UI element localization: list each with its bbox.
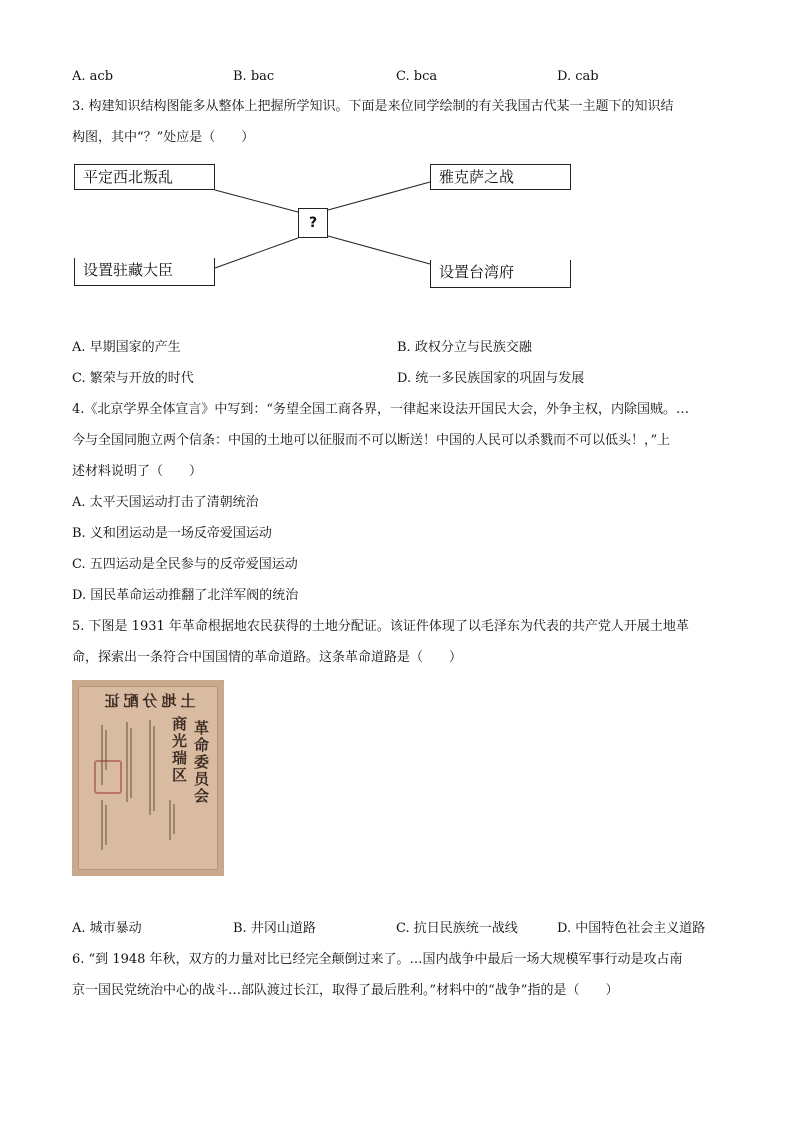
q2-option-a: A. acb	[72, 69, 114, 84]
q3-option-c: C. 繁荣与开放的时代	[72, 371, 194, 386]
q4-stem-line1: 4.《北京学界全体宣言》中写到：“务望全国工商各界，一律起来设法开国民大会，外争主权，内除国贼。…	[72, 402, 690, 417]
q2-option-d: D. cab	[557, 69, 599, 84]
diagram-box-bottom-right: 设置台湾府	[430, 260, 571, 288]
q4-option-d: D. 国民革命运动推翻了北洋军阀的统治	[72, 588, 299, 603]
certificate-column-committee: 革命委员会	[192, 720, 210, 805]
q5-option-a: A. 城市暴动	[72, 921, 142, 936]
q2-option-b: B. bac	[233, 69, 275, 84]
certificate-handwriting	[72, 680, 224, 876]
q4-stem-line2: 今与全国同胞立两个信条：中国的土地可以征服而不可以断送！中国的人民可以杀戮而不可以低头！，”上	[72, 433, 671, 448]
certificate-column-district: 商光瑞区	[170, 716, 188, 784]
certificate-header: 土地分配证	[100, 692, 196, 710]
q3-option-b: B. 政权分立与民族交融	[397, 340, 532, 355]
diagram-box-top-right: 雅克萨之战	[430, 164, 571, 190]
q5-option-d: D. 中国特色社会主义道路	[557, 921, 706, 936]
land-certificate-photo	[72, 680, 224, 876]
q4-option-a: A. 太平天国运动打击了清朝统治	[72, 495, 259, 510]
diagram-box-top-left: 平定西北叛乱	[74, 164, 215, 190]
q4-option-b: B. 义和团运动是一场反帝爱国运动	[72, 526, 272, 541]
q5-stem-line1: 5. 下图是 1931 年革命根据地农民获得的土地分配证。该证件体现了以毛泽东为代表的共产党人开展土地革	[72, 619, 689, 634]
diagram-box-center: ?	[298, 208, 328, 238]
diagram-box-bottom-left: 设置驻藏大臣	[74, 258, 215, 286]
q2-option-c: C. bca	[396, 69, 438, 84]
q5-option-c: C. 抗日民族统一战线	[396, 921, 518, 936]
q3-stem-line1: 3. 构建知识结构图能多从整体上把握所学知识。下面是来位同学绘制的有关我国古代某一主题下的知识结	[72, 99, 674, 114]
q4-stem-line3: 述材料说明了（ ）	[72, 464, 203, 479]
q3-stem-line2: 构图，其中“？”处应是（ ）	[72, 130, 255, 145]
q3-option-d: D. 统一多民族国家的巩固与发展	[397, 371, 585, 386]
q3-option-a: A. 早期国家的产生	[72, 340, 181, 355]
q4-option-c: C. 五四运动是全民参与的反帝爱国运动	[72, 557, 298, 572]
q6-stem-line1: 6. “到 1948 年秋，双方的力量对比已经完全颠倒过来了。…国内战争中最后一场大规模军事行动是攻占南	[72, 952, 683, 967]
q5-stem-line2: 命，探索出一条符合中国国情的革命道路。这条革命道路是（ ）	[72, 650, 463, 665]
q6-stem-line2: 京一国民党统治中心的战斗…部队渡过长江，取得了最后胜利。”材料中的“战争”指的是（ ）	[72, 983, 619, 998]
q5-option-b: B. 井冈山道路	[233, 921, 316, 936]
